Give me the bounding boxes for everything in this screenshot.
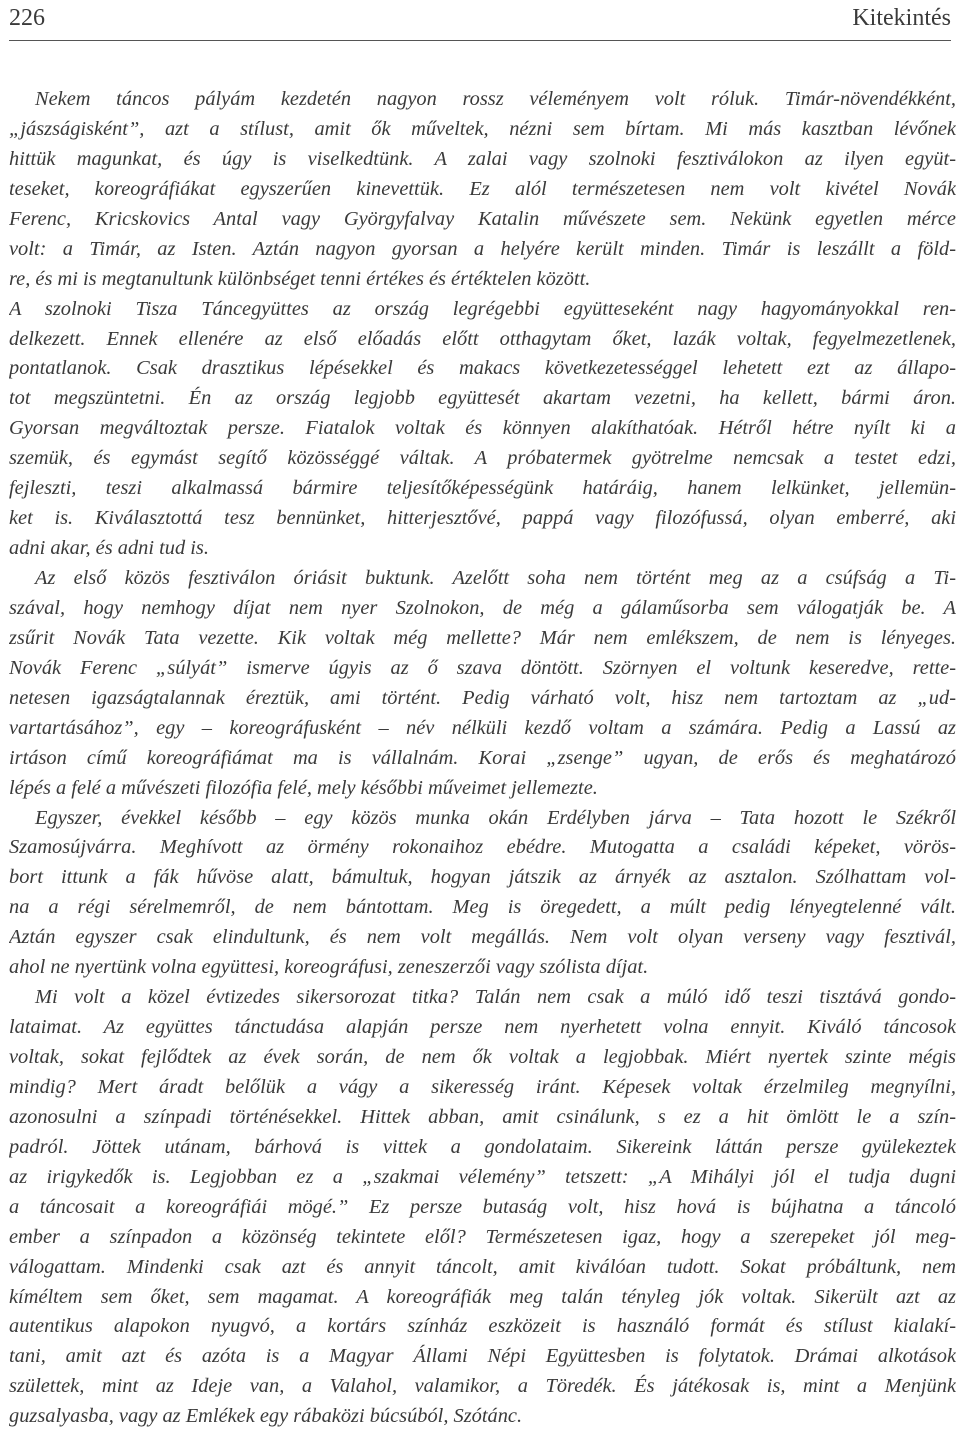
text-line: kíméltem sem őket, sem magamat. A koreográfiák meg talán tényleg jók voltak. Sikerült azt az bbox=[9, 1285, 956, 1308]
text-line: Egyszer, évekkel később – egy közös munka okán Erdélyben járva – Tata hozott le Székről bbox=[35, 806, 956, 829]
text-line: irtáson című koreográfiámat ma is vállalnám. Korai „zsenge” ugyan, de erős és meghatározó bbox=[9, 746, 956, 769]
text-line: zsűrit Novák Tata vezette. Kik voltak még mellette? Már nem emlékszem, de nem is lényeges. bbox=[9, 626, 956, 649]
text-line: Az első közös fesztiválon óriásit buktunk. Azelőtt soha nem történt meg az a csúfság a Ti- bbox=[35, 567, 956, 589]
text-line: az irigykedők is. Legjobban ez a „szakmai vélemény” tetszett: „A Mihályi jól el tudja dugni bbox=[9, 1165, 956, 1188]
text-line: padról. Jöttek utánam, bárhová is vittek a gondolataim. Sikereink láttán persze gyülekeztek bbox=[9, 1135, 956, 1158]
text-line: Aztán egyszer csak elindultunk, és nem volt megállás. Nem volt olyan verseny vagy fesztivál, bbox=[9, 926, 956, 949]
text-line: adni akar, és adni tud is. bbox=[9, 537, 209, 560]
text-line: vartartásához”, egy – koreográfusként – név nélküli kezdő voltam a számára. Pedig a Lassú az bbox=[9, 716, 956, 739]
text-line: fejleszti, teszi alkalmassá bármire teljesítőképességünk határáig, hanem lelkünket, jellemün- bbox=[9, 477, 956, 500]
text-line: guzsalyasba, vagy az Emlékek egy rábaközi búcsúból, Szótánc. bbox=[9, 1405, 523, 1428]
text-line: ket is. Kiválasztottá tesz bennünket, hitterjesztővé, pappá vagy filozófussá, olyan emberré, aki bbox=[9, 507, 956, 530]
text-line: a táncosait a koreográfiái mögé.” Ez persze butaság volt, hisz hová is bújhatna a táncoló bbox=[9, 1195, 956, 1218]
body-text bbox=[9, 85, 956, 1432]
text-line: „jászságisként”, azt a stílust, amit ők műveltek, nézni sem bírtam. Mi más kasztban lévőnek bbox=[9, 117, 956, 140]
text-line: szával, hogy nemhogy díjat nem nyer Szolnokon, de még a gálaműsorba sem válogatják be. A bbox=[9, 596, 956, 619]
text-line: Nekem táncos pályám kezdetén nagyon rossz véleményem volt róluk. Timár-növendékként, bbox=[35, 88, 956, 110]
text-line: válogattam. Mindenki csak azt és annyit táncolt, amit kiválóan tudott. Sokat próbáltunk, nem bbox=[9, 1255, 956, 1278]
running-head-title: Kitekintés bbox=[852, 5, 951, 31]
text-line: lataimat. Az együttes tánctudása alapján persze nem nyerhetett volna ennyit. Kiváló táncosok bbox=[9, 1016, 956, 1039]
text-line: hittük magunkat, és úgy is viselkedtünk. A zalai vagy szolnoki fesztiválokon az ilyen együt- bbox=[9, 147, 956, 170]
text-line: Gyorsan megváltoztak persze. Fiatalok voltak és könnyen alakíthatóak. Hétről hétre nyílt ki a bbox=[9, 417, 956, 440]
text-line: volt: a Timár, az Isten. Aztán nagyon gyorsan a helyére került minden. Timár is leszállt a föld- bbox=[9, 237, 956, 260]
text-line: pontatlanok. Csak drasztikus lépésekkel és makacs következetességgel lehetett ezt az állapo- bbox=[9, 357, 956, 380]
text-line: tani, amit azt és azóta is a Magyar Állami Népi Együttesben is folytatok. Drámai alkotások bbox=[9, 1345, 956, 1368]
running-header bbox=[9, 0, 951, 41]
text-line: Szamosújvárra. Meghívott az örmény rokonaihoz ebédre. Mutogatta a családi képeket, vörös- bbox=[9, 836, 956, 859]
text-line: ahol ne nyertünk volna együttesi, koreográfusi, zeneszerzői vagy szólista díjat. bbox=[9, 956, 649, 979]
text-line: Mi volt a közel évtizedes sikersorozat titka? Talán nem csak a múló idő teszi tisztává gondo- bbox=[35, 986, 956, 1009]
text-line: Novák Ferenc „súlyát” ismerve úgyis az ő szava döntött. Szörnyen el voltunk keseredve, rette- bbox=[9, 656, 956, 679]
text-line: bort ittunk a fák hűvöse alatt, bámultuk, hogyan játszik az árnyék az asztalon. Szólhattam vol- bbox=[9, 866, 956, 889]
text-line: Ferenc, Kricskovics Antal vagy Györgyfalvay Katalin művészete sem. Nekünk egyetlen mérce bbox=[9, 207, 956, 230]
page-number: 226 bbox=[9, 5, 45, 31]
text-line: születtek, mint az Ideje van, a Valahol, valamikor, a Töredék. És játékosak is, mint a Menjünk bbox=[9, 1375, 956, 1398]
text-line: lépés a felé a művészeti filozófia felé, mely későbbi műveimet jellemezte. bbox=[9, 776, 598, 799]
text-line: voltak, sokat fejlődtek az évek során, de nem ők voltak a legjobbak. Miért nyertek szinte mégis bbox=[9, 1046, 956, 1068]
text-line: azonosulni a színpadi történésekkel. Hittek abban, amit csinálunk, s ez a hit ömlött le a szín- bbox=[9, 1105, 956, 1128]
text-line: autentikus alapokon nyugvó, a kortárs színház eszközeit is használó formát és stílust kialakí- bbox=[9, 1315, 956, 1338]
text-line: A szolnoki Tisza Táncegyüttes az ország legrégebbi együtteseként nagy hagyományokkal ren- bbox=[9, 297, 956, 320]
text-line: na a régi sérelmemről, de nem bántottam. Meg is öregedett, a múlt pedig lényegtelenné vált. bbox=[9, 896, 956, 919]
text-line: szemük, és egymást segítő közösséggé váltak. A próbatermek gyötrelme nemcsak a testet edzi, bbox=[9, 447, 956, 470]
text-line: teseket, koreográfiákat egyszerűen kinevettük. Ez alól természetesen nem volt kivétel Novák bbox=[9, 177, 956, 200]
text-line: re, és mi is megtanultunk különbséget tenni értékes és értéktelen között. bbox=[9, 267, 591, 290]
text-line: mindig? Mert áradt belőlük a vágy a sikeresség iránt. Képesek voltak érzelmileg megnyílni, bbox=[9, 1075, 956, 1098]
text-line: delkezett. Ennek ellenére az első előadás előtt otthagytam őket, lazák voltak, fegyelmezetlenek, bbox=[9, 327, 956, 350]
text-line: ember a színpadon a közönség tekintete elől? Természetesen igaz, hogy a szerepeket jól meg- bbox=[9, 1225, 956, 1248]
text-line: tot megszüntetni. Én az ország legjobb együttesét akartam vezetni, ha kellett, bármi áron. bbox=[9, 387, 956, 410]
text-line: netesen igazságtalannak éreztük, ami történt. Pedig várható volt, hisz nem tartoztam az „ud- bbox=[9, 686, 956, 709]
